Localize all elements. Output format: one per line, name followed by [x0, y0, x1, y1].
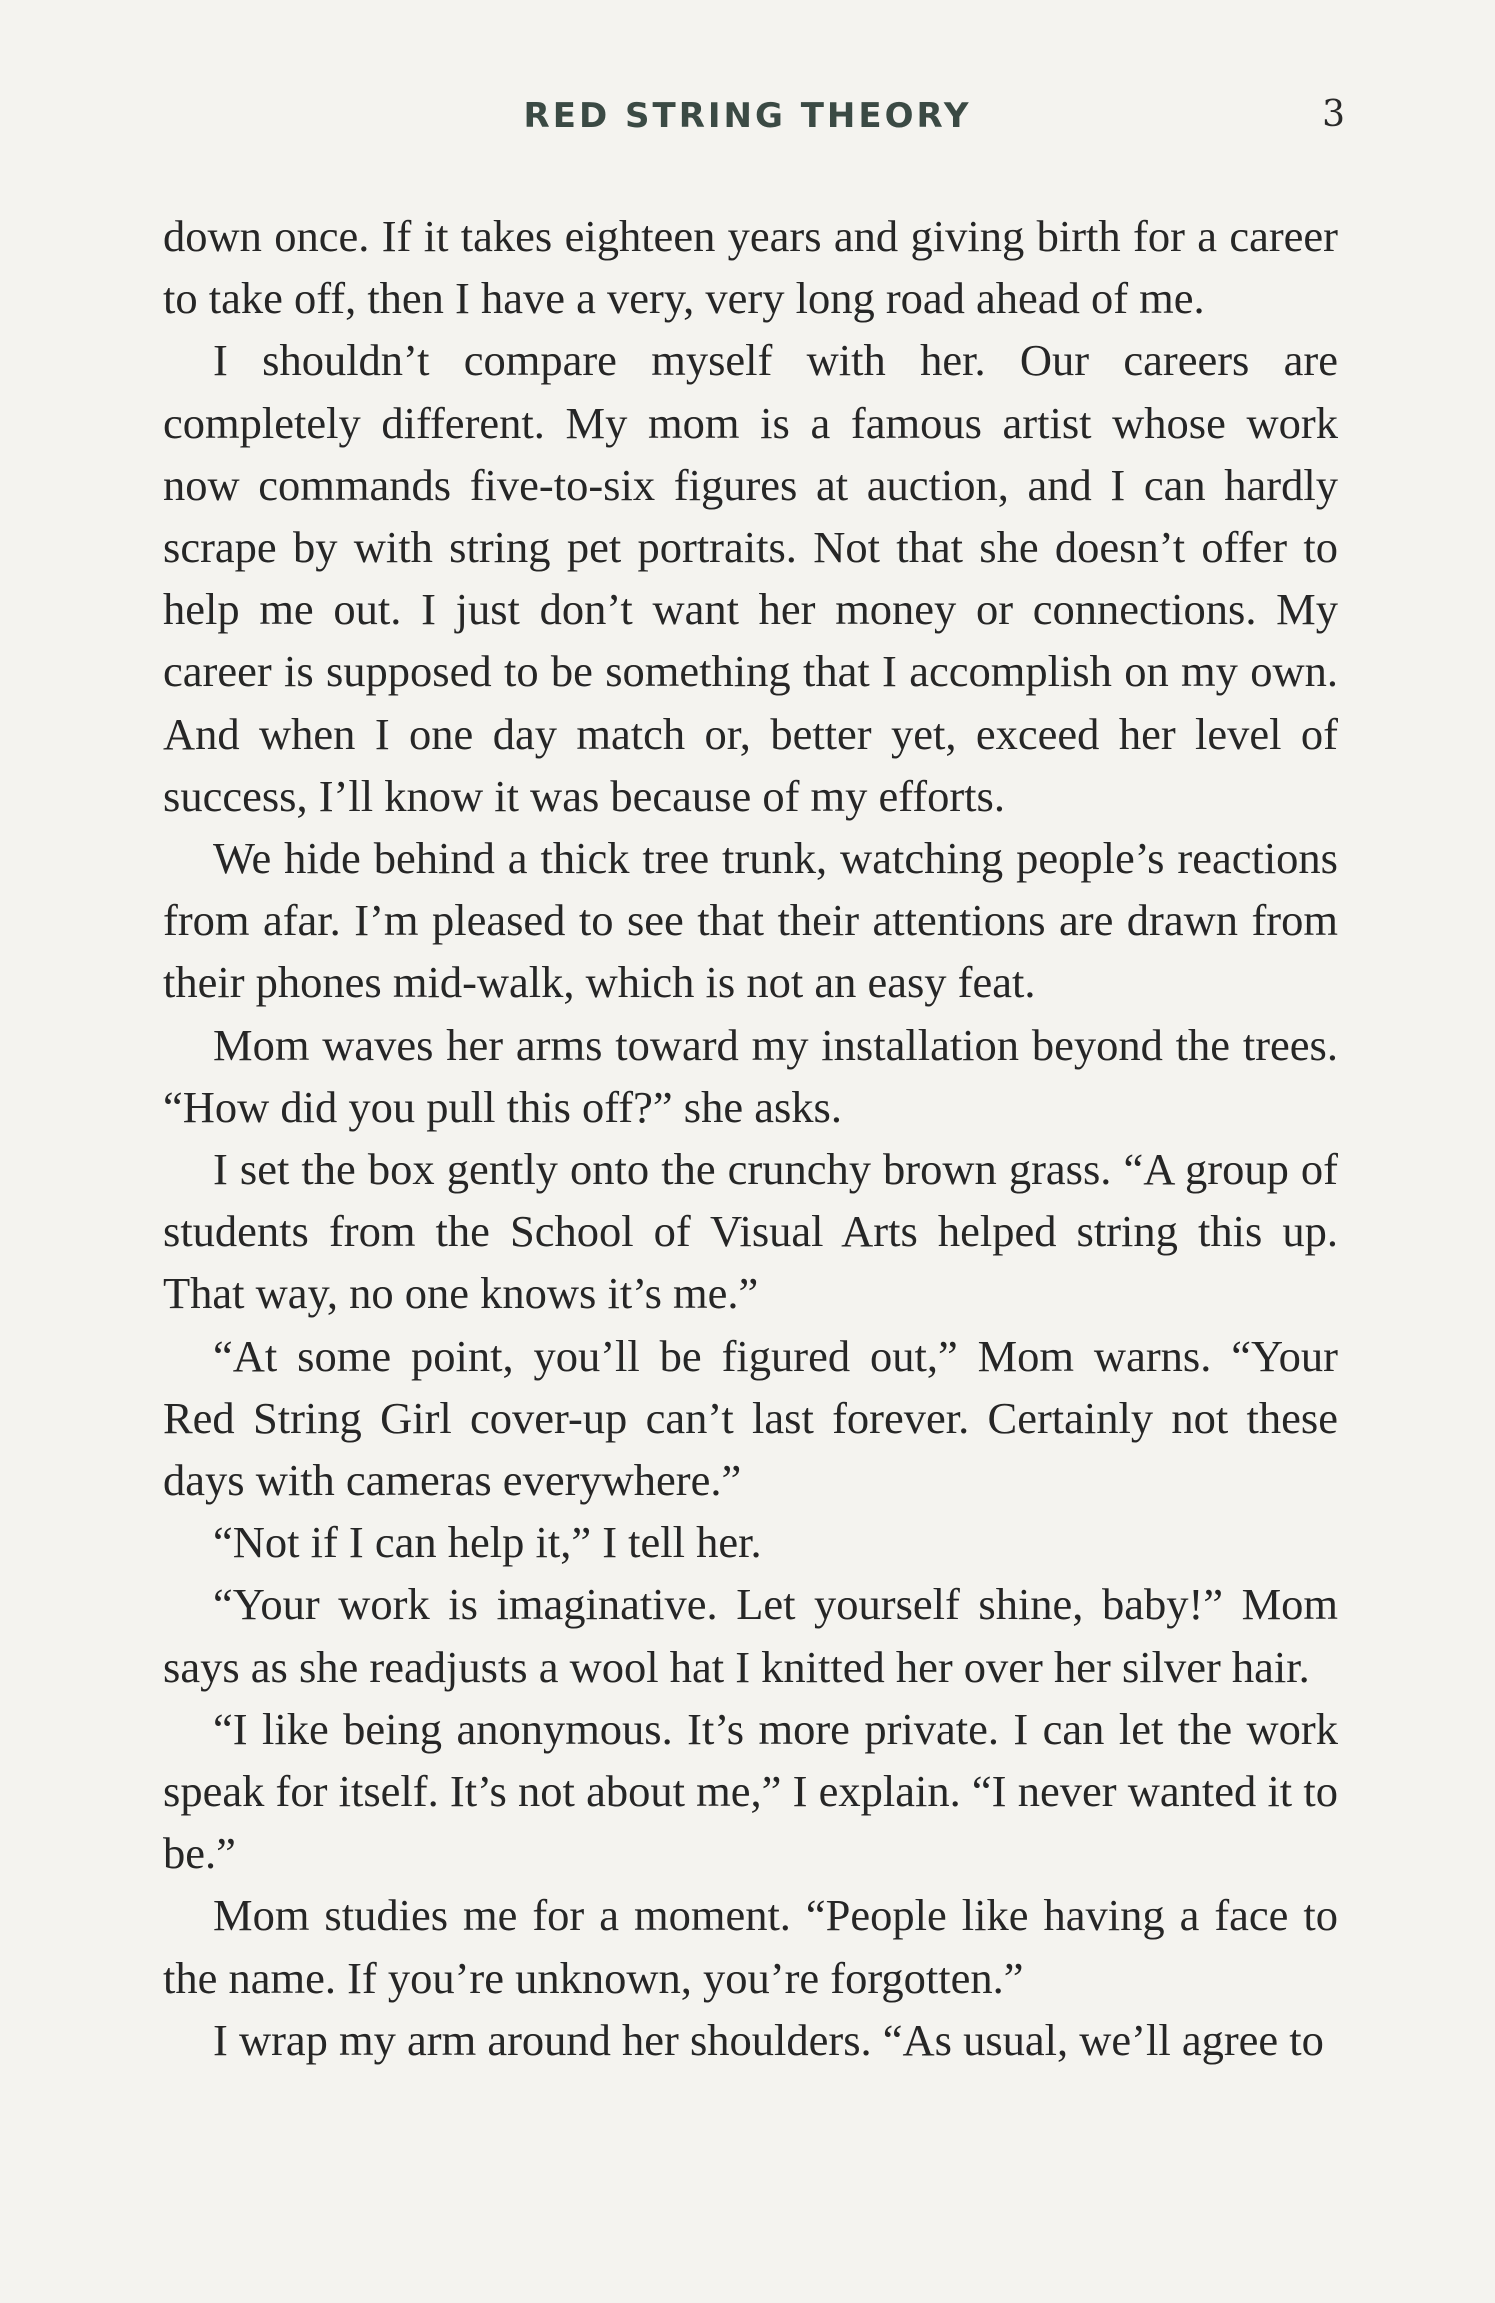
body-text: [163, 205, 1338, 2071]
paragraph: “I like being anonymous. It’s more private. I can let the work speak for itself. It’s not about me,” I explain. “I never wanted it to be.”: [163, 1703, 1338, 1879]
paragraph: “Your work is imaginative. Let yourself shine, baby!” Mom says as she readjusts a wool hat I knitted her over her silver hair.: [163, 1579, 1338, 1692]
paragraph: down once. If it takes eighteen years and giving birth for a career to take off, then I have a very, very long road ahead of me.: [163, 211, 1338, 324]
paragraph: Mom studies me for a moment. “People like having a face to the name. If you’re unknown, you’re forgotten.”: [163, 1890, 1338, 2003]
page-number: 3: [1322, 94, 1345, 135]
running-header: [0, 92, 1495, 142]
paragraph: Mom waves her arms toward my installation beyond the trees. “How did you pull this off?” she asks.: [163, 1019, 1338, 1132]
paragraph: “At some point, you’ll be figured out,” Mom warns. “Your Red String Girl cover-up can’t last forever. Certainly not these days with cameras everywhere.”: [163, 1330, 1338, 1506]
paragraph: I set the box gently onto the crunchy brown grass. “A group of students from the School of Visual Arts helped string this up. That way, no one knows it’s me.”: [163, 1144, 1338, 1319]
running-title: RED STRING THEORY: [523, 96, 972, 136]
paragraph: “Not if I can help it,” I tell her.: [213, 1517, 762, 1568]
paragraph: We hide behind a thick tree trunk, watching people’s reactions from afar. I’m pleased to see that their attentions are drawn from their phones mid-walk, which is not an easy feat.: [163, 833, 1338, 1008]
paragraph: I shouldn’t compare myself with her. Our careers are completely different. My mom is a famous artist whose work now commands five-to-six figures at auction, and I can hardly scrape by with string pet portraits. Not that she doesn’t offer to help me out. I just don’t want her money or connections. My career is supposed to be something that I accomplish on my own. And when I one day match or, better yet, exceed her level of success, I’ll know it was because of my efforts.: [163, 335, 1338, 821]
paragraph-last: I wrap my arm around her shoulders. “As usual, we’ll agree to: [213, 2014, 1324, 2065]
